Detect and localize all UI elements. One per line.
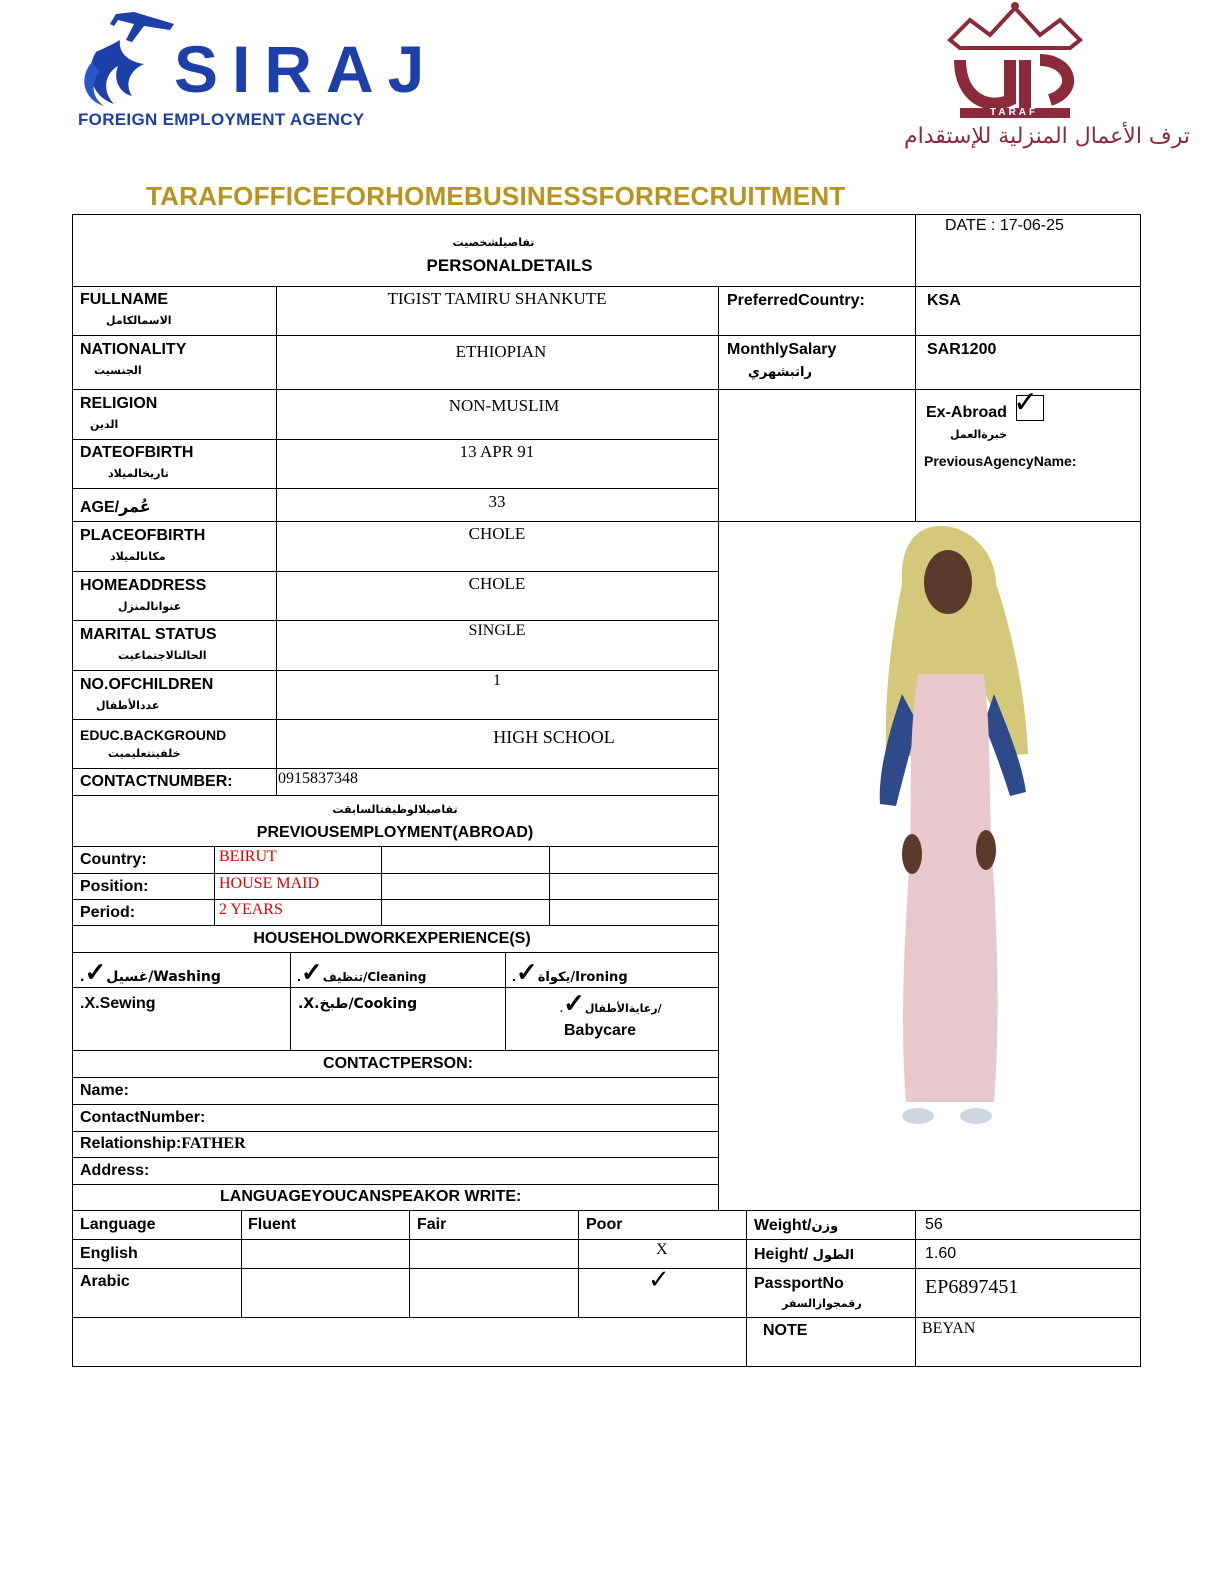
dob-label: DATEOFBIRTH bbox=[80, 444, 194, 461]
nationality-label: NATIONALITY bbox=[80, 341, 187, 358]
airplane-flame-icon bbox=[74, 2, 184, 112]
lang-english: English bbox=[80, 1245, 138, 1262]
siraj-logo bbox=[74, 2, 439, 137]
cleaning-label: تنظيف/Cleaning bbox=[322, 970, 427, 984]
taraf-logo bbox=[830, 0, 1200, 160]
age-arabic: عُمر bbox=[119, 497, 151, 516]
pob-value: CHOLE bbox=[468, 524, 526, 543]
religion-value: NON-MUSLIM bbox=[448, 396, 560, 415]
home-label: HOMEADDRESS bbox=[80, 577, 207, 594]
passport-arabic: رقمجوازالسفر bbox=[782, 1297, 862, 1310]
contact-person-relationship bbox=[80, 1135, 246, 1153]
contact-person-address: Address: bbox=[80, 1162, 150, 1179]
lang-col-fair: Fair bbox=[417, 1216, 447, 1233]
taraf-brand: TARAF bbox=[990, 107, 1039, 118]
educ-arabic: خلفيتتعليميت bbox=[108, 747, 181, 760]
marital-label: MARITAL STATUS bbox=[80, 626, 217, 643]
passport-label: PassportNo bbox=[754, 1275, 844, 1292]
preferred-country-value: KSA bbox=[927, 292, 961, 309]
exabroad-arabic: خبرةالعمل bbox=[950, 428, 1008, 441]
passport-value: EP6897451 bbox=[925, 1276, 1019, 1298]
babycare-arabic: رعايةالأطفال/ bbox=[584, 1002, 662, 1015]
marital-arabic: الحالتالاجتماعيت bbox=[118, 649, 207, 662]
children-label: NO.OFCHILDREN bbox=[80, 676, 214, 693]
household-heading: HOUSEHOLDWORKEXPERIENCE(S) bbox=[253, 930, 531, 947]
cooking-item: .X.طبخ/Cooking bbox=[298, 996, 418, 1012]
pob-label: PLACEOFBIRTH bbox=[80, 527, 206, 544]
nationality-value: ETHIOPIAN bbox=[455, 342, 547, 361]
contact-number-label: CONTACTNUMBER: bbox=[80, 773, 233, 790]
weight-arabic: وزن bbox=[811, 1219, 839, 1234]
prev-country-value: BEIRUT bbox=[219, 848, 277, 865]
nationality-arabic: الجنسيت bbox=[94, 364, 142, 377]
prev-period-value: 2 YEARS bbox=[219, 901, 283, 918]
pob-arabic: مكانالميلاد bbox=[110, 550, 166, 563]
babycare-label: Babycare bbox=[564, 1022, 637, 1039]
children-value: 1 bbox=[493, 672, 501, 689]
prev-period-label: Period: bbox=[80, 904, 136, 921]
check-icon: ✓ bbox=[1013, 386, 1039, 419]
washing-item: .✓غسيل/Washing bbox=[80, 957, 221, 987]
babycare-item: .✓رعايةالأطفال/ bbox=[560, 988, 662, 1018]
exabroad-label: Ex-Abroad bbox=[926, 404, 1007, 421]
person-figure-icon bbox=[860, 524, 1035, 1136]
contact-person-heading: CONTACTPERSON: bbox=[323, 1055, 473, 1072]
taraf-arabic: ترف الأعمال المنزلية للإستقدام bbox=[904, 124, 1190, 149]
fullname-value: TIGIST TAMIRU SHANKUTE bbox=[387, 289, 607, 308]
sewing-item: .X.Sewing bbox=[80, 995, 156, 1012]
lang-col-language: Language bbox=[80, 1216, 156, 1233]
relationship-label: Relationship: bbox=[80, 1135, 182, 1152]
siraj-brand: SIRAJ bbox=[174, 32, 439, 106]
age-value: 33 bbox=[488, 492, 506, 511]
washing-label: غسيل/Washing bbox=[106, 969, 221, 985]
check-icon: ✓ bbox=[84, 957, 107, 987]
contact-person-name: Name: bbox=[80, 1082, 129, 1099]
dob-value: 13 APR 91 bbox=[459, 442, 535, 461]
age-label bbox=[80, 497, 151, 517]
prev-country-label: Country: bbox=[80, 851, 147, 868]
height-label-text: Height/ bbox=[754, 1246, 809, 1263]
fullname-arabic: الاسمالكامل bbox=[106, 314, 172, 327]
weight-label-text: Weight/ bbox=[754, 1217, 812, 1234]
salary-arabic: راتبشهري bbox=[748, 365, 812, 380]
date-field: DATE : 17-06-25 bbox=[945, 217, 1064, 234]
personal-details-arabic: تفاصيلشخصيت bbox=[452, 236, 535, 249]
ironing-item: .✓يكواة/Ironing bbox=[512, 957, 628, 987]
dob-arabic: تاريخالميلاد bbox=[108, 467, 169, 480]
previous-agency-label: PreviousAgencyName: bbox=[924, 453, 1077, 469]
note-value: BEYAN bbox=[922, 1320, 976, 1337]
language-heading: LANGUAGEYOUCANSPEAKOR WRITE: bbox=[220, 1188, 522, 1205]
check-icon: ✓ bbox=[563, 988, 585, 1018]
height-value: 1.60 bbox=[925, 1245, 957, 1262]
preferred-country-label: PreferredCountry: bbox=[727, 292, 865, 309]
check-icon: ✓ bbox=[515, 957, 538, 987]
educ-label: EDUC.BACKGROUND bbox=[80, 727, 227, 743]
religion-label: RELIGION bbox=[80, 395, 158, 412]
lang-english-poor: X bbox=[656, 1241, 668, 1258]
salary-label: MonthlySalary bbox=[727, 341, 837, 358]
lang-arabic-poor-check: ✓ bbox=[648, 1264, 670, 1294]
marital-value: SINGLE bbox=[468, 622, 526, 639]
exabroad-checkbox[interactable] bbox=[1013, 386, 1044, 421]
weight-value: 56 bbox=[925, 1216, 943, 1233]
candidate-photo bbox=[860, 524, 1035, 1136]
lang-arabic: Arabic bbox=[80, 1273, 130, 1290]
age-label-text: AGE/ bbox=[80, 499, 120, 516]
contact-person-number: ContactNumber: bbox=[80, 1109, 206, 1126]
ironing-label: يكواة/Ironing bbox=[537, 970, 628, 985]
weight-label bbox=[754, 1217, 838, 1235]
height-label bbox=[754, 1246, 854, 1264]
note-label: NOTE bbox=[763, 1322, 808, 1339]
fullname-label: FULLNAME bbox=[80, 291, 168, 308]
religion-arabic: الدين bbox=[90, 418, 119, 431]
personal-details-heading: PERSONALDETAILS bbox=[426, 256, 593, 275]
check-icon: ✓ bbox=[300, 957, 323, 987]
prev-position-value: HOUSE MAID bbox=[219, 875, 319, 892]
salary-value: SAR1200 bbox=[927, 341, 997, 358]
lang-col-poor: Poor bbox=[586, 1216, 623, 1233]
siraj-subtitle: FOREIGN EMPLOYMENT AGENCY bbox=[78, 110, 365, 129]
educ-value: HIGH SCHOOL bbox=[493, 727, 615, 747]
height-arabic: الطول bbox=[812, 1248, 855, 1263]
home-arabic: عنوانالمنزل bbox=[118, 600, 182, 613]
prev-position-label: Position: bbox=[80, 878, 149, 895]
lang-col-fluent: Fluent bbox=[248, 1216, 296, 1233]
previous-employment-heading: PREVIOUSEMPLOYMENT(ABROAD) bbox=[256, 824, 534, 841]
contact-number-value: 0915837348 bbox=[278, 770, 358, 787]
previous-employment-arabic: تفاصيلالوظيفتالسابقت bbox=[332, 803, 458, 816]
home-value: CHOLE bbox=[468, 574, 526, 593]
cleaning-item: .✓تنظيف/Cleaning bbox=[297, 957, 427, 987]
relationship-value: FATHER bbox=[181, 1135, 246, 1152]
children-arabic: عددالأطفال bbox=[96, 699, 160, 712]
page-title: TARAFOFFICEFORHOMEBUSINESSFORRECRUITMENT bbox=[146, 181, 846, 211]
